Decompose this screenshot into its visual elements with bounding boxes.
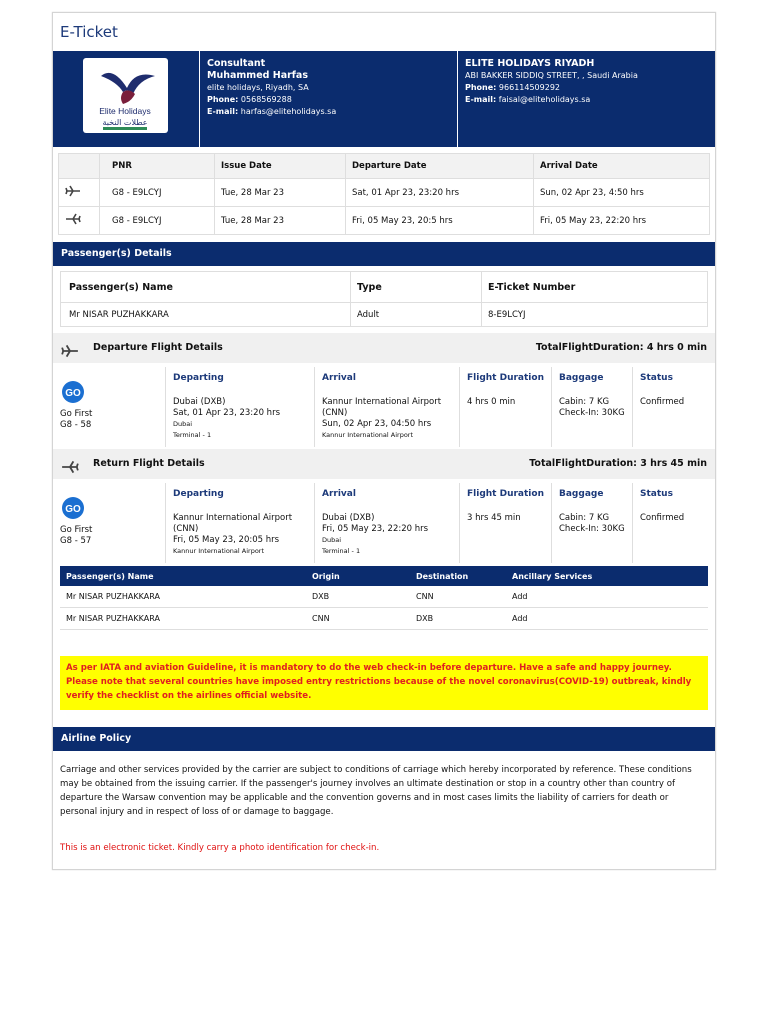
consultant-name: Muhammed Harfas [207, 70, 308, 81]
consultant-phone-row [207, 94, 336, 106]
issue-date-cell: Tue, 28 Mar 23 [215, 179, 346, 207]
consultant-company: elite holidays, Riyadh, SA [207, 83, 309, 92]
consultant-phone-label: Phone: [207, 95, 239, 104]
passenger-table [60, 271, 708, 327]
passenger-type-header: Type [351, 272, 482, 303]
checkin-baggage: Check-In: 30KG [559, 524, 625, 534]
departing-terminal: Terminal - 1 [173, 431, 212, 439]
issue-date-header: Issue Date [215, 154, 346, 179]
airline-name: Go First [60, 409, 93, 419]
ancillary-destination: DXB [410, 608, 506, 630]
departure-date-cell: Fri, 05 May 23, 20:5 hrs [346, 207, 534, 235]
duration-header: Flight Duration [467, 489, 544, 499]
departure-date-header: Departure Date [346, 154, 534, 179]
duration-header: Flight Duration [467, 373, 544, 383]
ancillary-header-row [60, 566, 708, 586]
elite-holidays-logo [83, 58, 168, 133]
status-header: Status [640, 373, 673, 383]
departing-info [173, 397, 280, 441]
departure-flight-bar [53, 333, 715, 363]
baggage-info [559, 513, 625, 535]
arrival-header: Arrival [322, 489, 356, 499]
arrival-airport: Dubai (DXB) [322, 513, 375, 523]
departure-total-duration: TotalFlightDuration: 4 hrs 0 min [535, 342, 707, 353]
agency-email-row [465, 94, 638, 106]
airline-info [60, 409, 92, 431]
ancillary-name-header: Passenger(s) Name [60, 566, 306, 586]
ancillary-destination: CNN [410, 586, 506, 608]
departure-plane-icon [59, 179, 100, 207]
departing-header: Departing [173, 489, 224, 499]
status-header: Status [640, 489, 673, 499]
gofirst-logo-icon [60, 379, 86, 407]
icon-header [59, 154, 100, 179]
ancillary-row [60, 586, 708, 608]
duration-value: 3 hrs 45 min [467, 513, 521, 523]
duration-col [460, 367, 552, 447]
baggage-header: Baggage [559, 373, 604, 383]
arrival-header: Arrival [322, 373, 356, 383]
return-total-duration: TotalFlightDuration: 3 hrs 45 min [529, 458, 707, 469]
consultant-block [207, 58, 336, 118]
passenger-type: Adult [351, 303, 482, 327]
arrival-info [322, 513, 428, 557]
arrival-date-header: Arrival Date [534, 154, 710, 179]
booking-header-row [59, 154, 710, 179]
departure-date-cell: Sat, 01 Apr 23, 23:20 hrs [346, 179, 534, 207]
origin-header: Origin [306, 566, 410, 586]
pnr-cell: G8 - E9LCYJ [100, 207, 215, 235]
pnr-cell: G8 - E9LCYJ [100, 179, 215, 207]
ancillary-add-link[interactable]: Add [506, 608, 708, 630]
passenger-row [61, 303, 708, 327]
agency-phone-label: Phone: [465, 83, 497, 92]
arrival-date-cell: Fri, 05 May 23, 22:20 hrs [534, 207, 710, 235]
arrival-date-cell: Sun, 02 Apr 23, 4:50 hrs [534, 179, 710, 207]
arrival-city: Dubai [322, 536, 342, 544]
departure-flight-details [53, 367, 715, 449]
logo-text-ar: عطلات النخبة [102, 118, 148, 127]
arrival-datetime: Sun, 02 Apr 23, 04:50 hrs [322, 419, 432, 429]
header-divider [199, 51, 200, 147]
airline-col [53, 483, 163, 563]
flight-number: G8 - 57 [60, 536, 92, 546]
arrival-terminal: Terminal - 1 [322, 547, 361, 555]
issue-date-cell: Tue, 28 Mar 23 [215, 207, 346, 235]
agency-name: ELITE HOLIDAYS RIYADH [465, 58, 595, 69]
ancillary-origin: CNN [306, 608, 410, 630]
arrival-col [316, 367, 460, 447]
arrival-info [322, 397, 441, 441]
ancillary-row [60, 608, 708, 630]
svg-text:GO: GO [65, 388, 81, 399]
eticket-number: 8-E9LCYJ [482, 303, 708, 327]
booking-table [58, 153, 710, 235]
return-plane-icon [59, 207, 100, 235]
agency-phone-row [465, 82, 638, 94]
ancillary-services-header: Ancillary Services [506, 566, 708, 586]
departure-flight-title: Departure Flight Details [93, 342, 223, 353]
airline-policy-text: Carriage and other services provided by the carrier are subject to conditions of carriage which hereby incorporated by reference. These conditions may be obtained from the issuing carrier. If the passenger's journey involves an ultimate destination or stop in a country other than country of departure the Warsaw convention may be applicable and the convention governs and in most cases limits the liability of carriers for death or personal injury and in respect of loss of or damage to baggage. [60, 765, 692, 817]
baggage-col [552, 483, 633, 563]
e-ticket-card [52, 12, 716, 870]
agency-email[interactable]: faisal@eliteholidays.sa [498, 95, 591, 104]
departing-code: (CNN) [173, 524, 199, 534]
arrival-airport: Kannur International Airport [322, 397, 442, 407]
consultant-email-row [207, 106, 336, 118]
ancillary-add-link[interactable]: Add [506, 586, 708, 608]
status-col [633, 367, 713, 447]
ancillary-passenger-name: Mr NISAR PUZHAKKARA [60, 586, 306, 608]
passenger-details-bar: Passenger(s) Details [53, 242, 715, 266]
departing-info [173, 513, 292, 557]
airline-name: Go First [60, 525, 93, 535]
eticket-number-header: E-Ticket Number [482, 272, 708, 303]
gofirst-logo-icon [60, 495, 86, 523]
cabin-baggage: Cabin: 7 KG [559, 513, 610, 523]
electronic-ticket-note: This is an electronic ticket. Kindly carry a photo identification for check-in. [60, 843, 380, 853]
checkin-baggage: Check-In: 30KG [559, 408, 625, 418]
ancillary-table [60, 566, 708, 630]
bird-logo-icon [83, 58, 168, 133]
booking-row [59, 179, 710, 207]
arrival-city: Kannur International Airport [322, 431, 414, 439]
arrival-code: (CNN) [322, 408, 348, 418]
consultant-phone: 0568569288 [240, 95, 292, 104]
cabin-baggage: Cabin: 7 KG [559, 397, 610, 407]
departing-airport: Dubai (DXB) [173, 397, 226, 407]
passenger-header-row [61, 272, 708, 303]
departing-datetime: Fri, 05 May 23, 20:05 hrs [173, 535, 280, 545]
return-flight-title: Return Flight Details [93, 458, 205, 469]
return-flight-details [53, 483, 715, 565]
airline-policy-bar: Airline Policy [53, 727, 715, 751]
agency-block [465, 58, 638, 106]
departing-col [165, 367, 315, 447]
duration-col [460, 483, 552, 563]
passenger-name: Mr NISAR PUZHAKKARA [61, 303, 351, 327]
baggage-header: Baggage [559, 489, 604, 499]
header-divider [457, 51, 458, 147]
flight-number: G8 - 58 [60, 420, 92, 430]
consultant-email[interactable]: harfas@eliteholidays.sa [240, 107, 337, 116]
arrival-col [316, 483, 460, 563]
departing-airport: Kannur International Airport [173, 513, 293, 523]
return-flight-bar [53, 449, 715, 479]
agency-phone: 966114509292 [498, 83, 560, 92]
departing-city: Kannur International Airport [173, 547, 265, 555]
consultant-email-label: E-mail: [207, 107, 239, 116]
consultant-label: Consultant [207, 58, 266, 69]
ancillary-origin: DXB [306, 586, 410, 608]
baggage-col [552, 367, 633, 447]
airline-col [53, 367, 163, 447]
departing-city: Dubai [173, 420, 193, 428]
svg-text:GO: GO [65, 504, 81, 515]
destination-header: Destination [410, 566, 506, 586]
arrival-datetime: Fri, 05 May 23, 22:20 hrs [322, 524, 429, 534]
pnr-header: PNR [100, 154, 215, 179]
agency-address: ABI BAKKER SIDDIQ STREET, , Saudi Arabia [465, 71, 638, 80]
status-col [633, 483, 713, 563]
ticket-header [53, 51, 715, 147]
duration-value: 4 hrs 0 min [467, 397, 516, 407]
booking-row [59, 207, 710, 235]
status-value: Confirmed [640, 513, 685, 523]
baggage-info [559, 397, 625, 419]
departing-datetime: Sat, 01 Apr 23, 23:20 hrs [173, 408, 280, 418]
ancillary-passenger-name: Mr NISAR PUZHAKKARA [60, 608, 306, 630]
agency-email-label: E-mail: [465, 95, 497, 104]
airline-info [60, 525, 92, 547]
page-title: E-Ticket [60, 23, 118, 41]
status-value: Confirmed [640, 397, 685, 407]
departing-col [165, 483, 315, 563]
logo-text-en: Elite Holidays [99, 106, 151, 116]
covid-notice: As per IATA and aviation Guideline, it is mandatory to do the web check-in before departure. Have a safe and happy journey. Please note that several countries have imposed entry restrictions because of the novel coronavirus(COVID-19) outbreak, kindly verify the checklist on the airlines official website. [60, 656, 708, 710]
passenger-name-header: Passenger(s) Name [61, 272, 351, 303]
departing-header: Departing [173, 373, 224, 383]
